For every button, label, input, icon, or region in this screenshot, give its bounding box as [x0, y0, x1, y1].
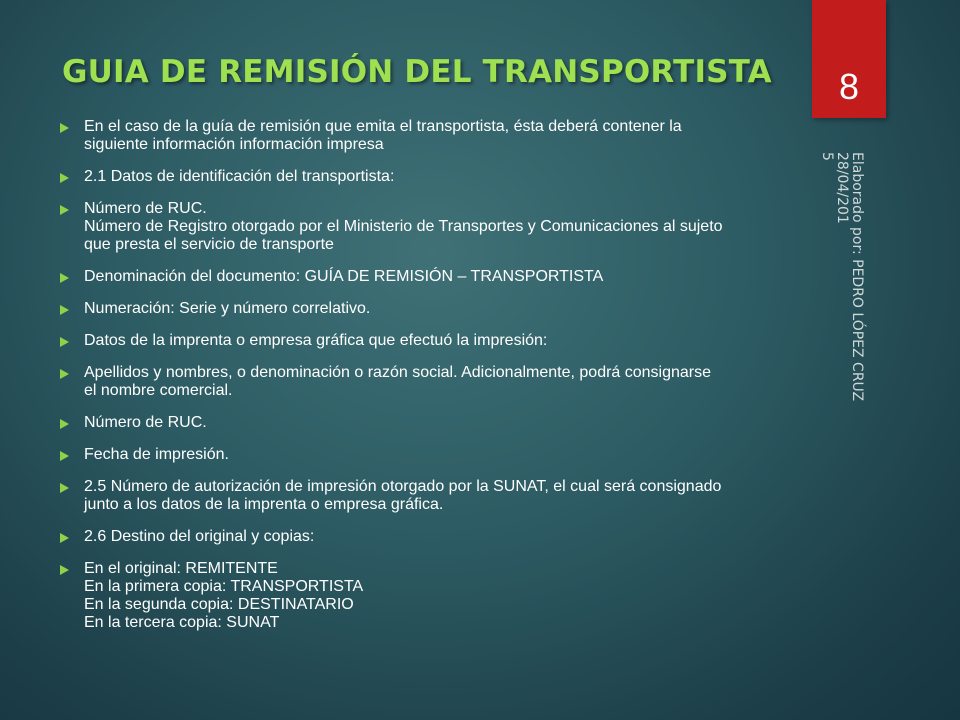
- bullet-text-line: Apellidos y nombres, o denominación o razón social. Adicionalmente, podrá consignarse: [84, 364, 712, 381]
- page-number-badge: [812, 0, 886, 118]
- triangle-bullet-icon: [60, 337, 69, 347]
- bullet-item: [60, 478, 830, 514]
- triangle-bullet-icon: [60, 173, 69, 183]
- bullet-item: [60, 560, 830, 632]
- bullet-text-line: Número de RUC.: [84, 414, 207, 431]
- triangle-bullet-icon: [60, 205, 69, 215]
- bullet-item: [60, 332, 830, 350]
- date-line-continued: 5: [819, 152, 835, 161]
- bullet-text-line: 2.6 Destino del original y copias:: [84, 528, 315, 545]
- bullet-text-line: 2.1 Datos de identificación del transportista:: [84, 168, 395, 185]
- bullet-text-line: siguiente información información impresa: [84, 136, 384, 153]
- bullet-text-line: que presta el servicio de transporte: [84, 236, 334, 253]
- bullet-text-line: Datos de la imprenta o empresa gráfica que efectuó la impresión:: [84, 332, 548, 349]
- bullet-text-line: 2.5 Número de autorización de impresión otorgado por la SUNAT, el cual será consignado: [84, 478, 722, 495]
- bullet-item: [60, 118, 830, 154]
- bullet-item: [60, 364, 830, 400]
- triangle-bullet-icon: [60, 451, 69, 461]
- date-line: 28/04/201: [834, 152, 850, 224]
- triangle-bullet-icon: [60, 419, 69, 429]
- bullet-text-line: En el caso de la guía de remisión que emita el transportista, ésta deberá contener la: [84, 118, 682, 135]
- triangle-bullet-icon: [60, 565, 69, 575]
- author-line: Elaborado por: PEDRO LÓPEZ CRUZ: [849, 152, 865, 402]
- triangle-bullet-icon: [60, 305, 69, 315]
- bullet-text-line: Denominación del documento: GUÍA DE REMISIÓN – TRANSPORTISTA: [84, 268, 604, 285]
- bullet-item: [60, 300, 830, 318]
- bullet-text-line: el nombre comercial.: [84, 382, 233, 399]
- bullet-item: [60, 268, 830, 286]
- bullet-item: [60, 528, 830, 546]
- bullet-text-line: Numeración: Serie y número correlativo.: [84, 300, 371, 317]
- page-number: 8: [838, 66, 860, 107]
- bullet-text-line: En la primera copia: TRANSPORTISTA: [84, 578, 364, 595]
- bullet-item: [60, 446, 830, 464]
- triangle-bullet-icon: [60, 123, 69, 133]
- bullet-text-line: junto a los datos de la imprenta o empresa gráfica.: [84, 496, 444, 513]
- bullet-text-line: Número de Registro otorgado por el Ministerio de Transportes y Comunicaciones al sujeto: [84, 218, 723, 235]
- triangle-bullet-icon: [60, 483, 69, 493]
- bullet-text-line: En la tercera copia: SUNAT: [84, 614, 280, 631]
- bullet-text-line: En el original: REMITENTE: [84, 560, 278, 577]
- triangle-bullet-icon: [60, 273, 69, 283]
- bullet-text-line: En la segunda copia: DESTINATARIO: [84, 596, 354, 613]
- bullet-item: [60, 414, 830, 432]
- slide-title: GUIA DE REMISIÓN DEL TRANSPORTISTA: [62, 54, 772, 90]
- bullet-text-line: Número de RUC.: [84, 200, 207, 217]
- bullet-text-line: Fecha de impresión.: [84, 446, 229, 463]
- triangle-bullet-icon: [60, 533, 69, 543]
- bullet-list: [60, 118, 830, 646]
- triangle-bullet-icon: [60, 369, 69, 379]
- bullet-item: [60, 200, 830, 254]
- bullet-item: [60, 168, 830, 186]
